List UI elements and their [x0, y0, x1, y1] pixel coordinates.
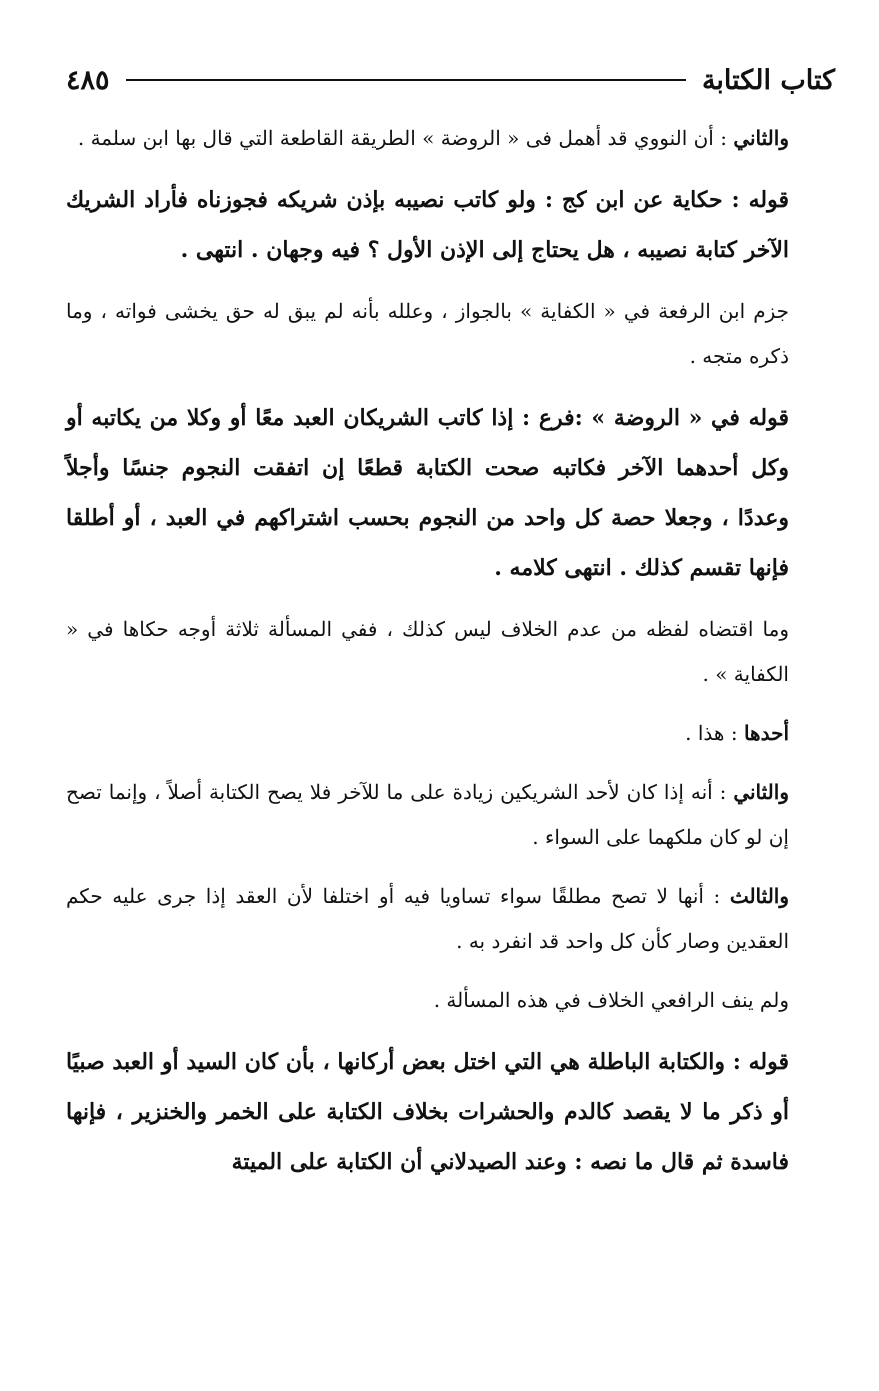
- paragraph-lead: والثاني: [733, 126, 789, 150]
- quote-void-contract: [66, 1037, 835, 1187]
- paragraph-lead: أحدها: [743, 721, 789, 745]
- page-body: [66, 116, 835, 1201]
- paragraph-text: جزم ابن الرفعة في « الكفاية » بالجواز ، وعلله بأنه لم يبق له حق يخشى فواته ، وما ذكره متجه .: [66, 299, 789, 368]
- paragraph-text: قوله في « الروضة » :فرع : إذا كاتب الشريكان العبد معًا أو وكلا من يكاتبه أو وكل أحدهما الآخر فكاتبه صحت الكتابة قطعًا إن اتفقت النجوم جنسًا وأجلاً وعددًا ، وجعلا حصة كل واحد من النجوم بحسب اشتراكهم في العبد ، أو أطلقا فإنها تقسم كذلك . انتهى كلامه .: [66, 405, 789, 581]
- paragraph-third-view: [66, 874, 835, 964]
- paragraph-text: : أن النووي قد أهمل فى « الروضة » الطريقة القاطعة التي قال بها ابن سلمة .: [77, 126, 734, 150]
- paragraph-three-views: [66, 607, 835, 697]
- paragraph-rafii: [66, 978, 835, 1023]
- paragraph-text: قوله : حكاية عن ابن كج : ولو كاتب نصيبه بإذن شريكه فجوزناه فأراد الشريك الآخر كتابة نصيبه ، هل يحتاج إلى الإذن الأول ؟ فيه وجهان . انتهى .: [66, 187, 789, 263]
- paragraph-lead: والثالث: [729, 884, 789, 908]
- paragraph-text: وما اقتضاه لفظه من عدم الخلاف ليس كذلك ، ففي المسألة ثلاثة أوجه حكاها في « الكفاية » .: [66, 617, 789, 686]
- paragraph-ibn-rifaa: [66, 289, 835, 379]
- paragraph-text: : أنه إذا كان لأحد الشريكين زيادة على ما للآخر فلا يصح الكتابة أصلاً ، وإنما تصح إن لو كان ملكهما على السواء .: [66, 780, 789, 849]
- paragraph-second-view: [66, 116, 835, 161]
- paragraph-text: ولم ينف الرافعي الخلاف في هذه المسألة .: [433, 988, 789, 1012]
- paragraph-second-partner-view: [66, 770, 835, 860]
- paragraph-lead: والثاني: [733, 780, 789, 804]
- running-header: [66, 58, 835, 102]
- quote-rawda: [66, 393, 835, 593]
- chapter-title: كتاب الكتابة: [701, 64, 835, 96]
- header-rule: [126, 79, 686, 81]
- paragraph-first-view: [66, 711, 835, 756]
- paragraph-text: : هذا .: [685, 721, 744, 745]
- page-number: ٤٨٥: [66, 64, 110, 96]
- paragraph-text: : أنها لا تصح مطلقًا سواء تساويا فيه أو اختلفا لأن العقد إذا جرى عليه حكم العقدين وصار كأن كل واحد قد انفرد به .: [66, 884, 789, 953]
- quote-ibn-kajj: [66, 175, 835, 275]
- paragraph-text: قوله : والكتابة الباطلة هي التي اختل بعض أركانها ، بأن كان السيد أو العبد صبيًا أو ذكر ما لا يقصد كالدم والحشرات بخلاف الكتابة على الخمر والخنزير ، فإنها فاسدة ثم قال ما نصه : وعند الصيدلاني أن الكتابة على الميتة: [66, 1049, 789, 1175]
